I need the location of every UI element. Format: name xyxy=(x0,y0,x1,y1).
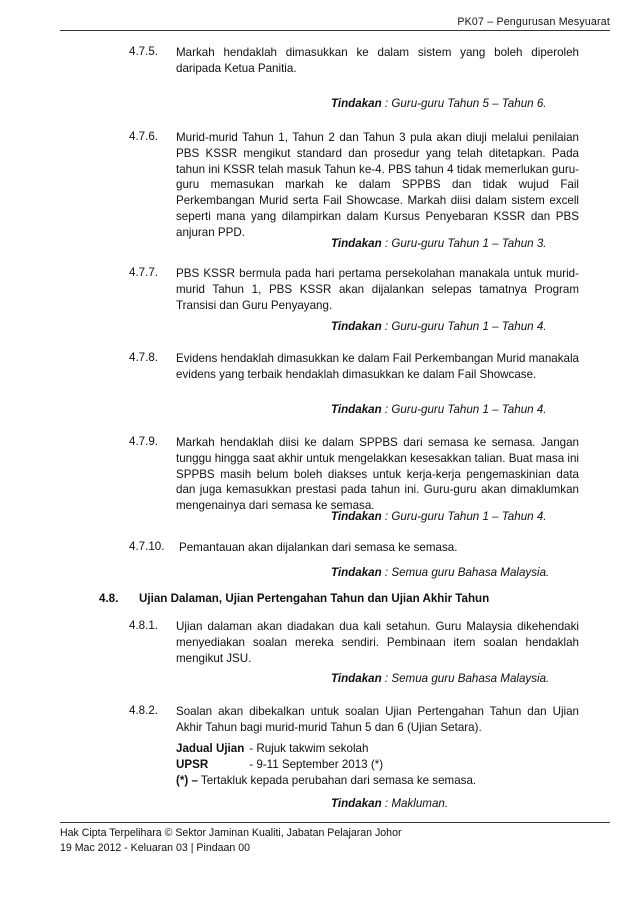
item-text: Ujian dalaman akan diadakan dua kali setahun. Guru Malaysia dikehendaki menyediakan soalan mereka sendiri. Pembinaan item soalan hendaklah mengikut JSU. xyxy=(176,620,579,665)
list-item-4-7-6 xyxy=(129,130,579,241)
schedule-note-value: Tertakluk kepada perubahan dari semasa ke semasa. xyxy=(200,773,477,787)
item-text: Markah hendaklah diisi ke dalam SPPBS dari semasa ke semasa. Jangan tunggu hingga saat akhir untuk mengelakkan kesesakkan talian. Buat masa ini SPPBS masih belum boleh diakses untuk kerja-kerja pengemaskinian data dan juga kemasukkan prestasi pada tahun ini. Guru-guru akan dimaklumkan mengenainya dari semasa ke semasa. xyxy=(176,436,579,513)
schedule-note xyxy=(176,773,476,789)
item-number: 4.7.5. xyxy=(129,45,159,58)
action-value: : Semua guru Bahasa Malaysia. xyxy=(384,672,550,685)
item-number: 4.8.1. xyxy=(129,619,159,632)
action-value: : Semua guru Bahasa Malaysia. xyxy=(384,566,550,579)
footer-divider xyxy=(60,822,610,823)
action-value: : Guru-guru Tahun 5 – Tahun 6. xyxy=(384,97,547,110)
action-value: : Guru-guru Tahun 1 – Tahun 4. xyxy=(384,403,547,416)
item-text: Pemantauan akan dijalankan dari semasa ke semasa. xyxy=(179,541,458,554)
schedule-note-key: (*) – xyxy=(176,773,198,787)
action-line xyxy=(331,797,448,810)
action-line xyxy=(331,566,549,579)
item-text: Murid-murid Tahun 1, Tahun 2 dan Tahun 3 pula akan diuji melalui penilaian PBS KSSR mengikut standard dan prosedur yang telah ditetapkan. Pada tahun ini KSSR telah masuk Tahun ke-4. PBS tahun 4 tidak memerlukan guru-guru memasukan markah ke dalam SPPBS dan tidak wujud Fail Perkembangan Murid serta Fail Showcase. Markah diisi dalam sistem excell seperti mana yang dilampirkan dalam Kursus Penyebaran KSSR dan PBS anjuran PPD. xyxy=(176,131,579,239)
action-label: Tindakan xyxy=(331,672,382,685)
item-number: 4.7.9. xyxy=(129,435,159,448)
list-item-4-8-1 xyxy=(129,619,579,666)
action-label: Tindakan xyxy=(331,510,382,523)
schedule-row xyxy=(176,757,476,773)
footer-copyright: Hak Cipta Terpelihara © Sektor Jaminan Kualiti, Jabatan Pelajaran Johor xyxy=(60,827,402,839)
item-number: 4.7.6. xyxy=(129,130,159,143)
item-number: 4.7.7. xyxy=(129,266,159,279)
list-item-4-7-5 xyxy=(129,45,579,77)
action-label: Tindakan xyxy=(331,97,382,110)
schedule-key: UPSR xyxy=(176,757,209,771)
schedule-value: - 9-11 September 2013 (*) xyxy=(249,757,384,771)
action-label: Tindakan xyxy=(331,797,382,810)
action-value: : Guru-guru Tahun 1 – Tahun 4. xyxy=(384,510,547,523)
action-line xyxy=(331,403,547,416)
list-item-4-7-7 xyxy=(129,266,579,313)
section-number: 4.8. xyxy=(99,592,119,605)
item-text: Soalan akan dibekalkan untuk soalan Ujian Pertengahan Tahun dan Ujian Akhir Tahun bagi murid-murid Tahun 5 dan 6 (Ujian Setara). xyxy=(176,705,579,734)
schedule-row xyxy=(176,741,476,757)
item-number: 4.8.2. xyxy=(129,704,159,717)
action-line xyxy=(331,320,547,333)
item-number: 4.7.8. xyxy=(129,351,159,364)
action-line xyxy=(331,672,549,685)
action-value: : Makluman. xyxy=(384,797,449,810)
item-text: PBS KSSR bermula pada hari pertama persekolahan manakala untuk murid-murid Tahun 1, PBS KSSR akan dijalankan selepas tamatnya Program Transisi dan Guru Penyayang. xyxy=(176,267,579,312)
section-heading xyxy=(99,592,490,605)
item-text: Markah hendaklah dimasukkan ke dalam sistem yang boleh diperoleh daripada Ketua Panitia. xyxy=(176,46,579,75)
action-label: Tindakan xyxy=(331,403,382,416)
list-item-4-7-10 xyxy=(129,540,579,556)
action-label: Tindakan xyxy=(331,320,382,333)
page-header: PK07 – Pengurusan Mesyuarat xyxy=(457,16,610,28)
exam-schedule xyxy=(176,741,476,788)
action-label: Tindakan xyxy=(331,237,382,250)
list-item-4-7-8 xyxy=(129,351,579,383)
item-text: Evidens hendaklah dimasukkan ke dalam Fail Perkembangan Murid manakala evidens yang terbaik hendaklah dimasukkan ke dalam Fail Showcase. xyxy=(176,352,579,381)
action-value: : Guru-guru Tahun 1 – Tahun 4. xyxy=(384,320,547,333)
action-value: : Guru-guru Tahun 1 – Tahun 3. xyxy=(384,237,547,250)
action-line xyxy=(331,237,547,250)
header-divider xyxy=(60,30,610,31)
action-label: Tindakan xyxy=(331,566,382,579)
item-number: 4.7.10. xyxy=(129,540,165,553)
list-item-4-8-2 xyxy=(129,704,579,736)
action-line xyxy=(331,97,547,110)
schedule-value: - Rujuk takwim sekolah xyxy=(249,742,369,755)
list-item-4-7-9 xyxy=(129,435,579,514)
section-title: Ujian Dalaman, Ujian Pertengahan Tahun dan Ujian Akhir Tahun xyxy=(139,592,490,605)
footer-revision: 19 Mac 2012 - Keluaran 03 | Pindaan 00 xyxy=(60,842,251,854)
action-line xyxy=(331,510,547,523)
schedule-key: Jadual Ujian xyxy=(176,742,245,755)
